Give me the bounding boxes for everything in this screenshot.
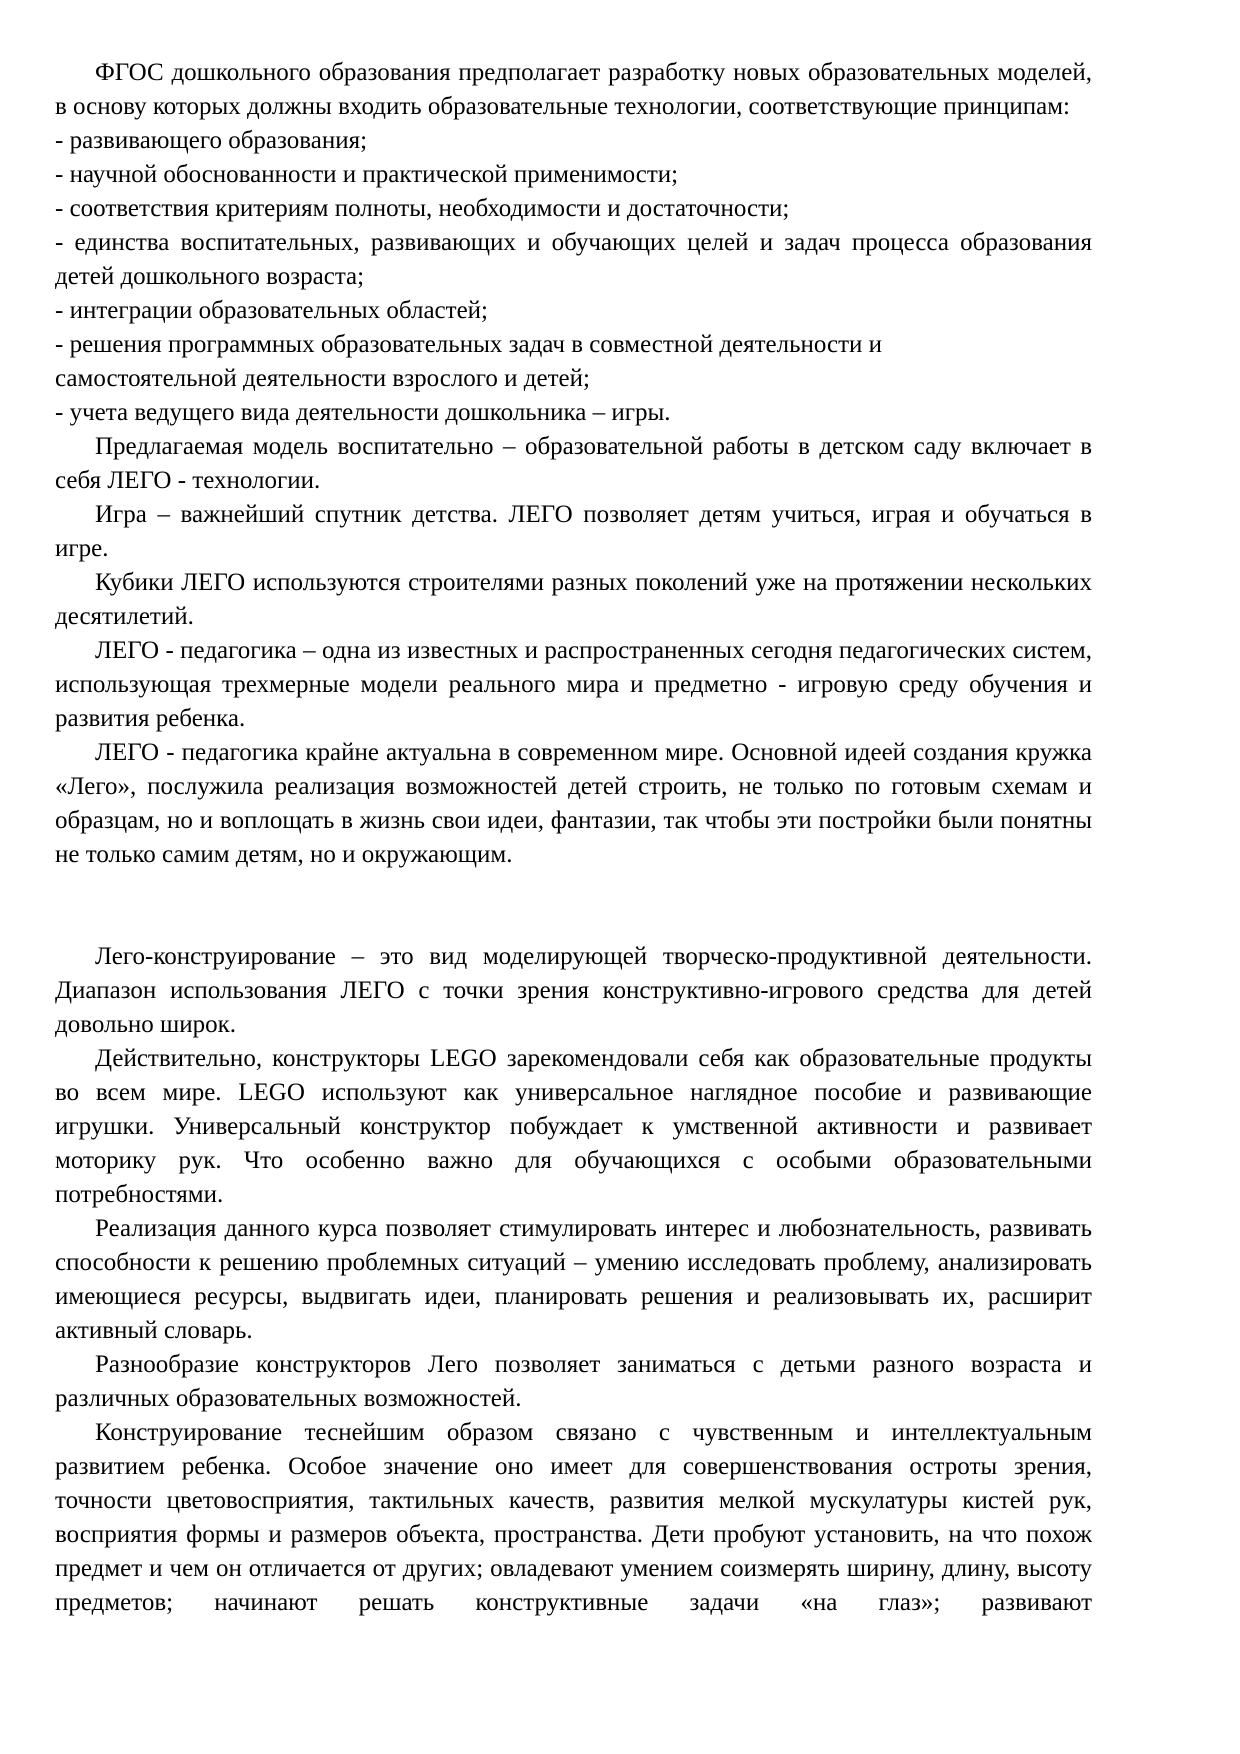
paragraph-lego-bricks: Кубики ЛЕГО используются строителями разных поколений уже на протяжении нескольких десятилетий. xyxy=(55,569,1092,630)
paragraph-constructor-variety: Разнообразие конструкторов Лего позволяет заниматься с детьми разного возраста и различных образовательных возможностей. xyxy=(55,1351,1092,1412)
paragraph-course-realization: Реализация данного курса позволяет стимулировать интерес и любознательность, развивать способности к решению проблемных ситуаций – умению исследовать проблему, анализировать имеющиеся ресурсы, выдвигать идеи, планировать решения и реализовывать их, расширит активный словарь. xyxy=(55,1215,1092,1344)
list-item-program-tasks: - решения программных образовательных задач в совместной деятельности и xyxy=(55,331,883,358)
paragraph-construction-development: Конструирование теснейшим образом связано с чувственным и интеллектуальным развитием ребенка. Особое значение оно имеет для совершенствования остроты зрения, точности цветовосприятия, тактильных качеств, развития мелкой мускулатуры кистей рук, восприятия формы и размеров объекта, пространства. Дети пробуют установить, на что похож предмет и чем он отличается от других; овладевают умением соизмерять ширину, длину, высоту предметов; начинают решать конструктивные задачи «на глаз»; развивают xyxy=(55,1419,1092,1616)
paragraph-game-companion: Игра – важнейший спутник детства. ЛЕГО позволяет детям учиться, играя и обучаться в игре. xyxy=(55,501,1092,562)
paragraph-intro: ФГОС дошкольного образования предполагает разработку новых образовательных моделей, в основу которых должны входить образовательные технологии, соответствующие принципам: xyxy=(55,59,1092,120)
list-item-developing-education: - развивающего образования; xyxy=(55,127,368,154)
list-item-leading-activity: - учета ведущего вида деятельности дошкольника – игры. xyxy=(55,399,671,426)
paragraph-lego-pedagogy-system: ЛЕГО - педагогика – одна из известных и распространенных сегодня педагогических систем, использующая трехмерные модели реального мира и предметно - игровую среду обучения и развития ребенка. xyxy=(55,637,1092,732)
list-item-unity-of-goals: - единства воспитательных, развивающих и обучающих целей и задач процесса образования детей дошкольного возраста; xyxy=(55,229,1092,290)
list-item-program-tasks-continued: самостоятельной деятельности взрослого и детей; xyxy=(55,365,590,392)
list-item-completeness-criteria: - соответствия критериям полноты, необходимости и достаточности; xyxy=(55,195,790,222)
paragraph-lego-pedagogy-relevance: ЛЕГО - педагогика крайне актуальна в современном мире. Основной идеей создания кружка «Лего», послужила реализация возможностей детей строить, не только по готовым схемам и образцам, но и воплощать в жизнь свои идеи, фантазии, так чтобы эти постройки были понятны не только самим детям, но и окружающим. xyxy=(55,739,1092,868)
paragraph-proposed-model: Предлагаемая модель воспитательно – образовательной работы в детском саду включает в себя ЛЕГО - технологии. xyxy=(55,433,1092,494)
list-item-integration-of-areas: - интеграции образовательных областей; xyxy=(55,297,488,324)
paragraph-lego-construction: Лего-конструирование – это вид моделирующей творческо-продуктивной деятельности. Диапазон использования ЛЕГО с точки зрения конструктивно-игрового средства для детей довольно широк. xyxy=(55,943,1092,1038)
list-item-scientific-validity: - научной обоснованности и практической применимости; xyxy=(55,161,679,188)
paragraph-lego-products: Действительно, конструкторы LEGO зарекомендовали себя как образовательные продукты во всем мире. LEGO используют как универсальное наглядное пособие и развивающие игрушки. Универсальный конструктор побуждает к умственной активности и развивает моторику рук. Что особенно важно для обучающихся с особыми образовательными потребностями. xyxy=(55,1045,1092,1208)
